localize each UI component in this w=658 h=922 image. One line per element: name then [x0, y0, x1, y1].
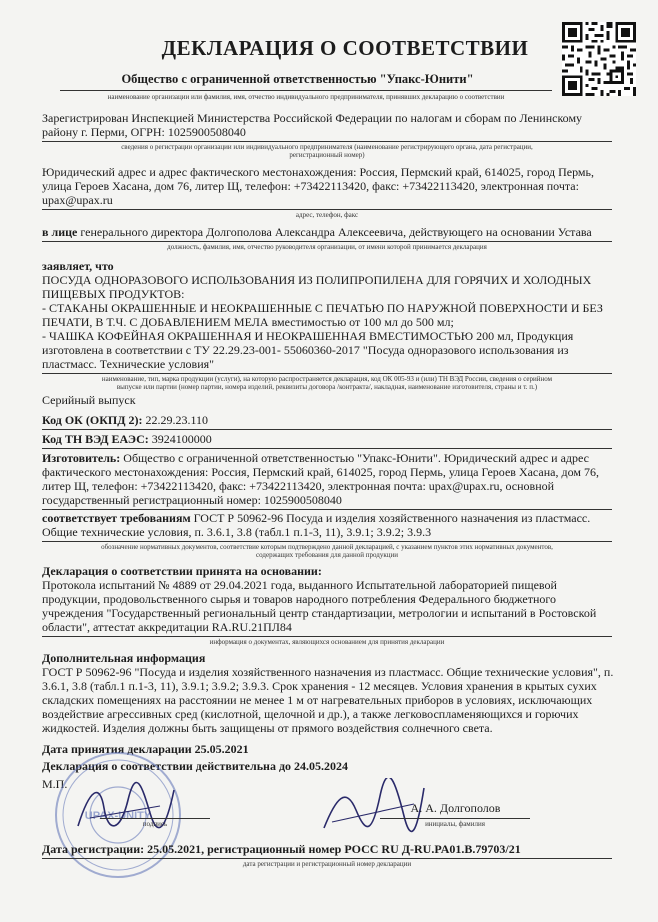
caption-product-2: выпуске или партии (номер партии, номера изделий, реквизиты договора /контракта/, накладная, наименование изготовителя, страны и т. п.)	[116, 383, 538, 391]
caption-conforms-1: обозначение нормативных документов, соответствие которым подтверждено данной декларацией, с указанием пунктов этих нормативных документов,	[101, 543, 553, 551]
caption-person: должность, фамилия, имя, отчество руководителя организации, от имени которой принимается декларация	[167, 243, 487, 251]
in-person-label: в лице	[42, 225, 78, 239]
manufacturer-line-4: государственный регистрационный номер: 1025900508040	[42, 493, 342, 507]
product-line-1: ПОСУДА ОДНОРАЗОВОГО ИСПОЛЬЗОВАНИЯ ИЗ ПОЛИПРОПИЛЕНА ДЛЯ ГОРЯЧИХ И ХОЛОДНЫХ	[42, 273, 592, 287]
in-person-value: генерального директора Долгополова Александра Алексеевича, действующего на основании Устава	[80, 225, 592, 239]
okpd-label: Код ОК (ОКПД 2):	[42, 413, 143, 427]
divider	[42, 858, 612, 859]
product-line-5: - ЧАШКА КОФЕЙНАЯ ОКРАШЕННАЯ И НЕОКРАШЕННАЯ ВМЕСТИМОСТЬЮ 200 мл, Продукция	[42, 329, 574, 343]
serial-release: Серийный выпуск	[42, 393, 136, 407]
conforms-label: соответствует требованиям	[42, 511, 191, 525]
product-line-6: изготовлена в соответствии с ТУ 22.29.23-001- 55060360-2017 "Посуда одноразового использования из	[42, 343, 569, 357]
caption-signer: инициалы, фамилия	[425, 820, 485, 828]
registration-line-1: Зарегистрирован Инспекцией Министерства Российской Федерации по налогам и сборам по Ленинскому	[42, 111, 583, 125]
address-line-1: Юридический адрес и адрес фактического местонахождения: Россия, Пермский край, 614025, город Пермь,	[42, 165, 594, 179]
extra-label: Дополнительная информация	[42, 651, 206, 665]
okpd-row	[42, 414, 208, 428]
divider	[42, 541, 612, 542]
in-person-row	[42, 226, 592, 240]
product-line-2: ПИЩЕВЫХ ПРОДУКТОВ:	[42, 287, 185, 301]
tnved-label: Код ТН ВЭД ЕАЭС:	[42, 432, 149, 446]
address-line-2: улица Героев Хасана, дом 76, литер Щ, телефон: +73422113420, факс: +73422113420, электронная почта:	[42, 179, 579, 193]
caption-organization: наименование организации или фамилия, имя, отчество индивидуального предпринимателя, принявших декларацию о соответствии	[107, 93, 505, 101]
extra-line-1: ГОСТ Р 50962-96 "Посуда и изделия хозяйственного назначения из пластмасс. Общие технические условия", п.	[42, 665, 614, 679]
organization-name: Общество с ограниченной ответственностью "Упакс-Юнити"	[121, 72, 474, 86]
basis-label: Декларация о соответствии принята на основании:	[42, 564, 322, 578]
caption-signature: подпись	[142, 820, 168, 828]
caption-product-1: наименование, тип, марка продукции (услуги), на которую распространяется декларация, код ОК 005-93 и (или) ТН ВЭД России, сведения о серийном	[101, 375, 553, 383]
caption-registration-1: сведения о регистрации организации или индивидуального предпринимателя (наименование регистрирующего органа, дата регистрации,	[121, 143, 533, 151]
seal-text: UPAX-UNITY	[84, 810, 152, 822]
tnved-row	[42, 433, 212, 447]
divider	[42, 429, 612, 430]
extra-line-2: 3.6.1, 3.8 (табл.1 п.1-3, 11), 3.9.1; 3.9.2; 3.9.3. Срок хранения - 12 месяцев. Условия хранения в крытых сухих	[42, 679, 597, 693]
manufacturer-value: Общество с ограниченной ответственностью "Упакс-Юнити". Юридический адрес и адрес	[123, 451, 589, 465]
qr-code-icon	[562, 22, 636, 96]
basis-line-3: учреждения "Государственный региональный центр стандартизации, метрологии и испытаний в Ростовской	[42, 606, 597, 620]
conforms-line-2: Общие технические условия, п. 3.6.1, 3.8 (табл.1 п.1-3, 11), 3.9.1; 3.9.2; 3.9.3	[42, 525, 432, 539]
divider	[60, 90, 552, 91]
basis-line-4: области", аттестат аккредитации RA.RU.21ПЛ84	[42, 620, 292, 634]
divider	[42, 373, 612, 374]
document-title: ДЕКЛАРАЦИЯ О СООТВЕТСТВИИ	[161, 36, 529, 60]
caption-basis: информация о документах, являющихся основанием для принятия декларации	[209, 638, 445, 646]
manufacturer-line-2: фактического местонахождения: Россия, Пермский край, 614025, город Пермь, улица Героев Хасана, дом 76,	[42, 465, 599, 479]
caption-address: адрес, телефон, факс	[295, 211, 359, 219]
conforms-value: ГОСТ Р 50962-96 Посуда и изделия хозяйственного назначения из пластмасс.	[193, 511, 591, 525]
divider	[42, 448, 612, 449]
divider	[42, 509, 612, 510]
registration-number-line: Дата регистрации: 25.05.2021, регистрационный номер РОСС RU Д-RU.PA01.B.79703/21	[42, 842, 521, 856]
divider	[100, 818, 210, 819]
extra-line-5: жидкостей. Изделия должны быть защищены от прямого воздействия солнечного света.	[42, 721, 493, 735]
extra-line-4: воздействие агрессивных сред (кислотной, щелочной и др.), а также легковоспламеняющихся и горючих	[42, 707, 579, 721]
conforms-line-1	[42, 512, 590, 526]
basis-line-1: Протокола испытаний № 4889 от 29.04.2021 года, выданного Испытательной лабораторией пищевой	[42, 578, 557, 592]
address-line-3: upax@upax.ru	[42, 193, 113, 207]
manufacturer-label: Изготовитель:	[42, 451, 121, 465]
caption-registration-2: регистрационный номер)	[289, 151, 365, 159]
stamp-place-label: М.П.	[42, 777, 68, 791]
okpd-value: 22.29.23.110	[145, 413, 209, 427]
divider	[42, 241, 612, 242]
valid-until: Декларация о соответствии действительна до 24.05.2024	[42, 759, 349, 773]
extra-line-3: складских помещениях на расстоянии не менее 1 м от нагревательных приборов в условиях, исключающих	[42, 693, 593, 707]
divider	[42, 636, 612, 637]
caption-registration-number: дата регистрации и регистрационный номер декларации	[242, 860, 412, 868]
product-line-7: пластмасс. Технические условия"	[42, 357, 215, 371]
product-line-4: ПЕЧАТИ, В Т.Ч. С ДОБАВЛЕНИЕМ МЕЛА вместимостью от 100 мл до 500 мл;	[42, 315, 454, 329]
date-accepted: Дата принятия декларации 25.05.2021	[42, 742, 249, 756]
tnved-value: 3924100000	[151, 432, 212, 446]
signer-name: А. А. Долгополов	[410, 801, 501, 815]
divider	[380, 818, 530, 819]
manufacturer-line-1	[42, 452, 589, 466]
signature-mark	[70, 778, 180, 838]
registration-line-2: району г. Перми, ОГРН: 1025900508040	[42, 125, 246, 139]
declares-label: заявляет, что	[42, 259, 114, 273]
divider	[42, 141, 612, 142]
manufacturer-line-3: литер Щ, телефон: +73422113420, факс: +73422113420, электронная почта: upax@upax.ru, основной	[42, 479, 555, 493]
caption-conforms-2: содержащих требования для данной продукции	[256, 551, 398, 559]
product-line-3: - СТАКАНЫ ОКРАШЕННЫЕ И НЕОКРАШЕННЫЕ С ПЕЧАТЬЮ ПО НАРУЖНОЙ ПОВЕРХНОСТИ И БЕЗ	[42, 301, 603, 315]
divider	[42, 209, 612, 210]
basis-line-2: продукции, продовольственного сырья и товаров народного потребления Федерального бюджетного	[42, 592, 557, 606]
